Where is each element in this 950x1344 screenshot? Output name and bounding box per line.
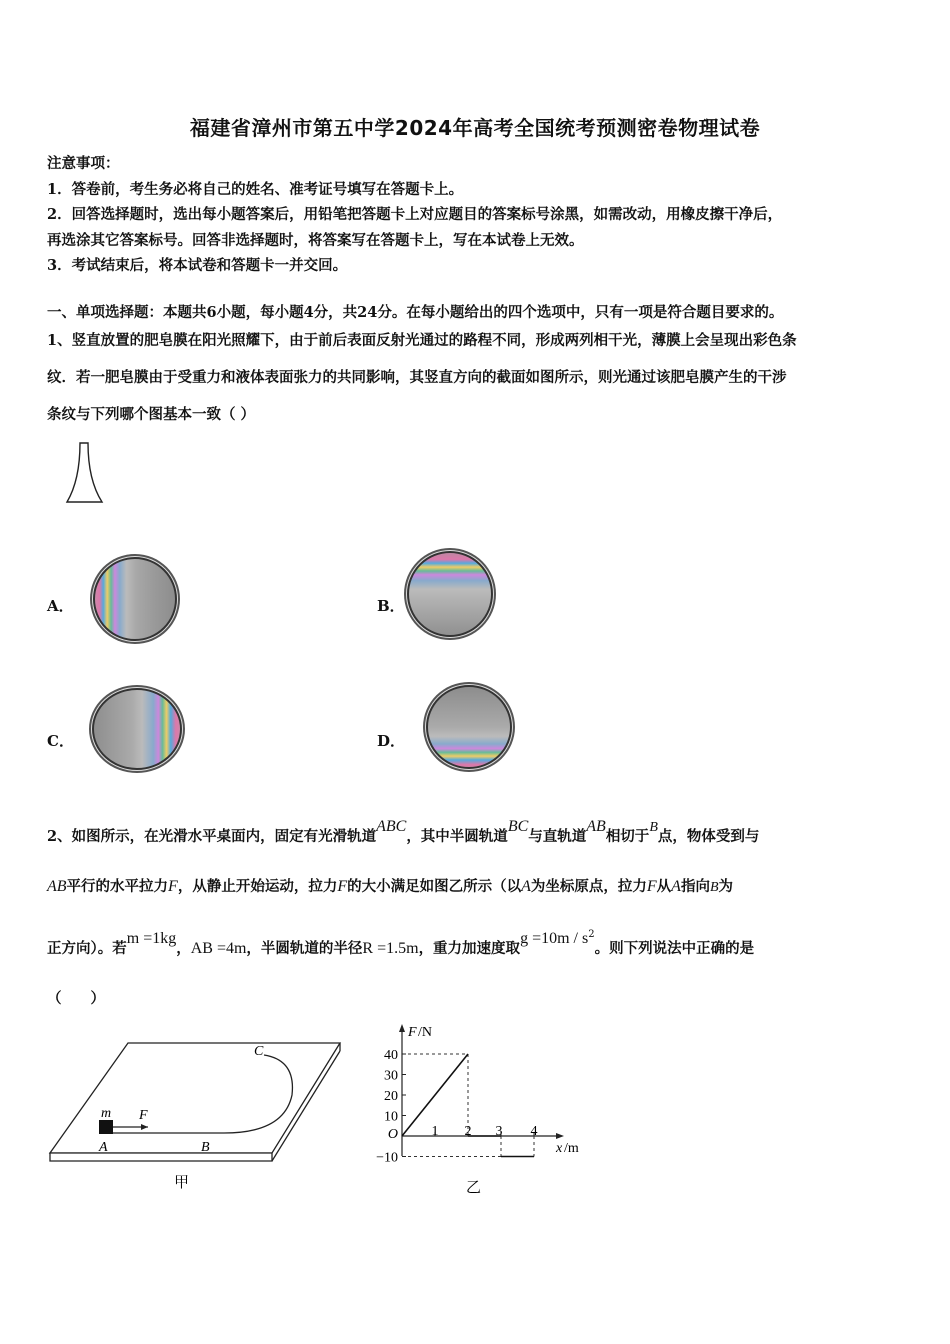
q2-formula: R =1.5m	[362, 940, 419, 957]
q1-line-1: 1、竖直放置的肥皂膜在阳光照耀下，由于前后表面反射光通过的路程不同，形成两列相干光，薄膜上会呈现出彩色条	[47, 332, 797, 349]
q2-text: 平行的水平拉力	[66, 878, 169, 895]
q2-line-3	[47, 929, 755, 958]
figure-jia-track	[44, 1035, 349, 1195]
q2-answer-blank: （ ）	[47, 990, 105, 1007]
q2-text: ，其中半圆轨道	[406, 828, 508, 845]
origin-label: O	[387, 1127, 398, 1142]
q2-var: AB	[586, 818, 606, 835]
notice-item-3: 3．考试结束后，将本试卷和答题卡一并交回。	[47, 257, 348, 274]
label-f: F	[139, 1108, 148, 1123]
figure-yi-chart	[362, 1018, 592, 1203]
notice-item-2-cont: 再选涂其它答案标号。回答非选择题时，将答案写在答题卡上，写在本试卷上无效。	[47, 232, 584, 249]
y-tick-30: 30	[384, 1068, 398, 1084]
q2-text: 的大小满足如图乙所示（以	[347, 878, 522, 895]
exam-title: 福建省漳州市第五中学2024年高考全国统考预测密卷物理试卷	[189, 116, 761, 140]
option-d-label: D．	[377, 732, 406, 750]
caption-jia: 甲	[174, 1175, 190, 1191]
q2-line-1	[47, 818, 760, 846]
x-tick-2: 2	[464, 1124, 472, 1139]
soap-film-cross-section	[62, 440, 108, 506]
q2-var: BC	[507, 818, 529, 835]
q2-text: 点，物体受到与	[657, 828, 760, 845]
label-m: m	[101, 1106, 112, 1121]
q2-var: AB	[47, 878, 67, 895]
q2-formula: g =10m / s	[520, 930, 589, 947]
notice-item-2: 2．回答选择题时，选出每小题答案后，用铅笔把答题卡上对应题目的答案标号涂黑，如需改动，用橡皮擦干净后，	[47, 206, 783, 223]
label-b: B	[201, 1140, 210, 1155]
q2-text: ，	[176, 940, 191, 957]
option-a-fringe-image	[88, 552, 184, 646]
x-tick-3: 3	[495, 1124, 503, 1139]
q1-line-2: 纹．若一肥皂膜由于受重力和液体表面张力的共同影响，其竖直方向的截面如图所示，则光通过该肥皂膜产生的干涉	[47, 369, 787, 386]
q2-var: B	[709, 880, 719, 895]
caption-yi: 乙	[466, 1180, 482, 1196]
q2-line-2	[47, 875, 733, 896]
q2-text: 从	[656, 878, 672, 895]
option-d-fringe-image	[420, 680, 518, 774]
q2-formula: AB =4m	[190, 940, 247, 957]
label-a: A	[99, 1140, 108, 1155]
q2-text: 为	[718, 878, 734, 895]
option-a-label: A．	[47, 597, 74, 615]
y-label-f: F	[408, 1025, 417, 1040]
q2-var: F	[646, 878, 657, 895]
q2-text: ，从静止开始运动，拉力	[177, 878, 338, 895]
notice-item-1: 1．答卷前，考生务必将自己的姓名、准考证号填写在答题卡上。	[47, 181, 464, 198]
q2-var: F	[168, 878, 178, 895]
q2-var: ABC	[376, 818, 407, 835]
notice-heading: 注意事项：	[47, 155, 120, 172]
option-b-fringe-image	[402, 546, 498, 642]
x-tick-1: 1	[431, 1124, 439, 1139]
y-tick-10: 10	[384, 1109, 398, 1125]
q2-var: A	[521, 878, 531, 895]
q2-var: A	[671, 878, 681, 895]
label-c: C	[254, 1044, 264, 1059]
y-tick-20: 20	[384, 1089, 398, 1104]
q2-var: F	[337, 878, 348, 895]
q2-text: 。则下列说法中正确的是	[594, 940, 755, 957]
q2-formula: m =1kg	[126, 930, 177, 947]
q1-line-3: 条纹与下列哪个图基本一致（ ）	[47, 406, 256, 423]
x-label-unit: /m	[564, 1141, 579, 1156]
q2-var: B	[649, 820, 658, 835]
y-tick-minus-10: −10	[376, 1150, 398, 1166]
option-c-fringe-image	[86, 684, 188, 774]
q2-text: 相切于	[605, 828, 650, 845]
q2-text: 2、如图所示，在光滑水平桌面内，固定有光滑轨道	[47, 828, 377, 845]
section-1-heading: 一、单项选择题：本题共6小题，每小题4分，共24分。在每小题给出的四个选项中，只有一项是符合题目要求的。	[47, 304, 784, 321]
option-c-label: C．	[47, 732, 74, 750]
q2-text: 指向	[680, 878, 710, 895]
x-tick-4: 4	[530, 1124, 538, 1139]
x-axis-arrow	[556, 1133, 564, 1139]
q2-text: 为坐标原点，拉力	[530, 878, 647, 895]
q2-text: 与直轨道	[528, 828, 587, 845]
y-tick-40: 40	[384, 1048, 398, 1063]
q2-text: ，半圆轨道的半径	[246, 940, 363, 957]
q2-text: 正方向）。若	[47, 940, 127, 957]
y-label-unit: /N	[418, 1025, 432, 1040]
y-axis-arrow	[399, 1024, 405, 1032]
q2-exponent: 2	[588, 929, 595, 941]
option-b-label: B．	[377, 597, 405, 615]
q2-text: ，重力加速度取	[418, 940, 521, 957]
x-label: x	[556, 1141, 563, 1156]
